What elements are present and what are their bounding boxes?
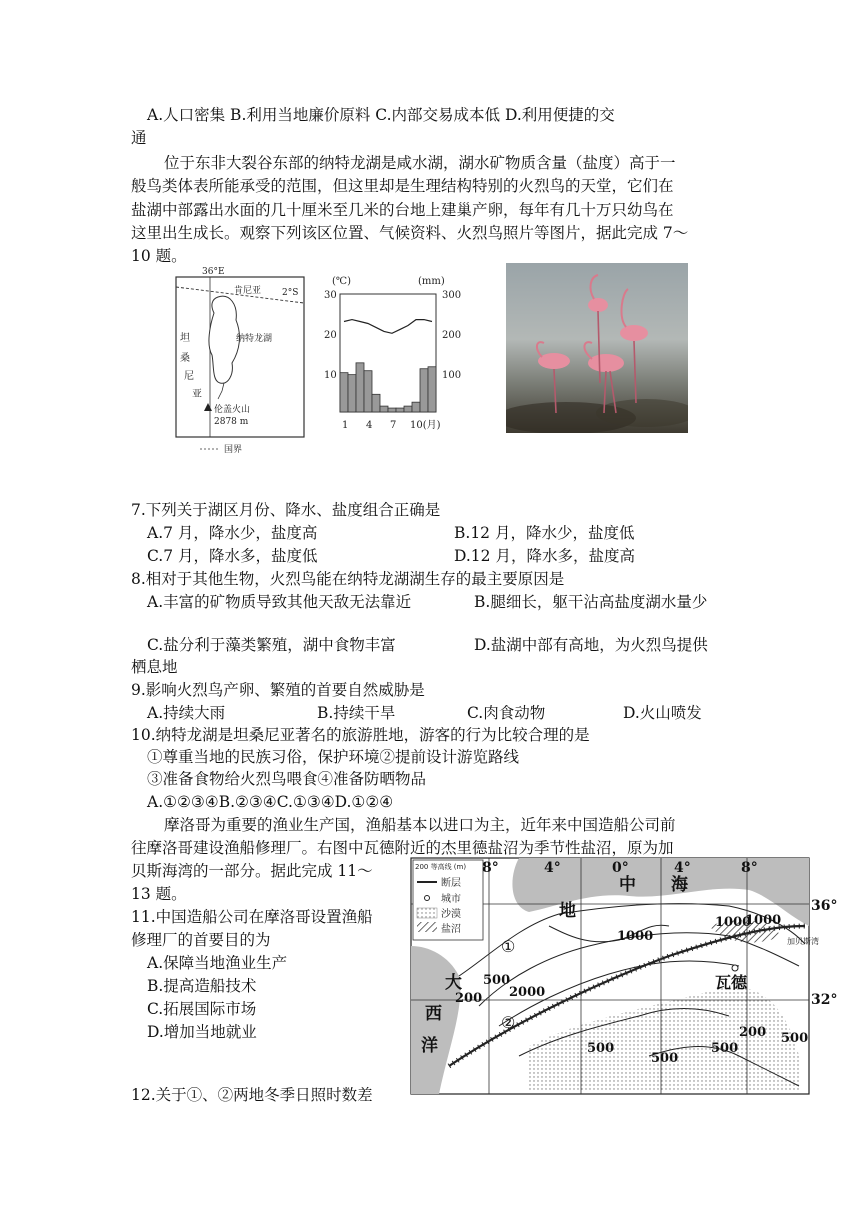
map2-lon-label: 8° xyxy=(482,860,499,876)
precip-bar xyxy=(420,369,428,412)
q11-option-b: B.提高造船技术 xyxy=(147,977,257,995)
q8-option-c: C.盐分利于藻类繁殖，湖中食物丰富 xyxy=(147,636,396,654)
map1-tanzania-char: 亚 xyxy=(192,389,202,400)
q9-option-c: C.肉食动物 xyxy=(467,704,546,722)
map1-tanzania-char: 桑 xyxy=(180,353,190,364)
map1-lake-label: 纳特龙湖 xyxy=(236,334,273,344)
city-icon xyxy=(732,965,738,971)
map2-legend-fault: 断层 xyxy=(441,878,461,889)
precip-bar xyxy=(364,371,372,412)
map1-volcano-label: 伦盖火山 xyxy=(214,405,251,415)
passage-line: 盐湖中部露出水面的几十厘米至几米的台地上建巢产卵，每年有几十万只幼鸟在 xyxy=(131,201,674,219)
q9-option-b: B.持续干旱 xyxy=(317,704,396,722)
climate-temp-tick: 10 xyxy=(324,370,337,381)
contour-label: 500 xyxy=(483,973,511,988)
q9-option-a: A.持续大雨 xyxy=(147,704,226,722)
flamingo-illustration xyxy=(506,263,688,433)
contour-label: 500 xyxy=(781,1031,809,1046)
map2-legend-desert: 沙漠 xyxy=(441,909,461,920)
map2-lon-label: 0° xyxy=(612,860,629,876)
precip-bar xyxy=(348,375,356,412)
map2-site-2: ② xyxy=(501,1013,516,1032)
map2-site-1: ① xyxy=(501,937,516,956)
q6-options-wrap: 通 xyxy=(131,129,147,147)
precip-bar xyxy=(428,367,436,412)
contour-label: 2000 xyxy=(509,985,546,1000)
passage2-line: 摩洛哥为重要的渔业生产国，渔船基本以进口为主，近年来中国造船公司前 xyxy=(164,816,676,834)
q8-option-b: B.腿细长，躯干沾高盐度湖水量少 xyxy=(474,593,708,611)
map2-bay-label: 加贝斯湾 xyxy=(787,937,819,946)
passage-line: 般鸟类体表所能承受的范围，但这里却是生理结构特别的火烈鸟的天堂，它们在 xyxy=(131,177,674,195)
passage-line: 10 题。 xyxy=(131,247,187,265)
climate-temp-tick: 30 xyxy=(324,290,337,301)
map2-label-zhong: 中 xyxy=(619,875,636,895)
contour-label: 1000 xyxy=(715,915,752,930)
map2-lon-label: 4° xyxy=(544,860,561,876)
q7-option-c: C.7 月，降水多，盐度低 xyxy=(147,547,318,565)
contour-label: 200 xyxy=(455,991,483,1006)
map2-legend-saltmarsh: 盐沼 xyxy=(441,924,461,935)
q9-option-d: D.火山喷发 xyxy=(623,704,702,722)
contour-label: 200 xyxy=(739,1025,767,1040)
map2-label-di: 地 xyxy=(559,901,576,921)
climate-month-tick: 4 xyxy=(366,420,373,431)
climate-chart xyxy=(318,268,478,436)
precip-bar xyxy=(396,408,404,412)
map2-lat-label: 36° xyxy=(811,898,838,914)
q10-statement: ③准备食物给火烈鸟喂食④准备防晒物品 xyxy=(147,770,427,788)
q10-statement: ①尊重当地的民族习俗，保护环境②提前设计游览路线 xyxy=(147,748,520,766)
q6-options-line: A.人口密集 B.利用当地廉价原料 C.内部交易成本低 D.利用便捷的交 xyxy=(147,106,615,124)
q8-option-d: D.盐湖中部有高地，为火烈鸟提供 xyxy=(474,636,708,654)
map2-label-xi: 西 xyxy=(425,1004,442,1024)
precip-bar xyxy=(340,373,348,412)
question-10: 10.纳特龙湖是坦桑尼亚著名的旅游胜地，游客的行为比较合理的是 xyxy=(131,726,590,744)
q11-option-d: D.增加当地就业 xyxy=(147,1023,257,1041)
q7-option-b: B.12 月，降水少，盐度低 xyxy=(454,524,635,542)
q10-options: A.①②③④B.②③④C.①③④D.①②④ xyxy=(147,793,394,811)
question-7: 7.下列关于湖区月份、降水、盐度组合正确是 xyxy=(131,501,441,519)
question-11: 11.中国造船公司在摩洛哥设置渔船 xyxy=(131,908,373,926)
q8-option-d-wrap: 栖息地 xyxy=(131,658,178,676)
map1-legend-border: 国界 xyxy=(224,445,243,455)
question-11-wrap: 修理厂的首要目的为 xyxy=(131,931,271,949)
climate-precip-tick: 200 xyxy=(442,330,462,341)
climate-precip-tick: 300 xyxy=(442,290,462,301)
climate-temp-unit: (℃) xyxy=(332,276,351,287)
map1-tanzania-char: 尼 xyxy=(184,371,194,382)
q11-option-c: C.拓展国际市场 xyxy=(147,1000,257,1018)
precip-bar xyxy=(404,406,412,412)
q11-option-a: A.保障当地渔业生产 xyxy=(147,954,288,972)
map2-lon-label: 4° xyxy=(674,860,691,876)
contour-label: 1000 xyxy=(745,913,782,928)
contour-label: 500 xyxy=(711,1041,739,1056)
question-9: 9.影响火烈鸟产卵、繁殖的首要自然威胁是 xyxy=(131,681,425,699)
climate-temp-tick: 20 xyxy=(324,330,337,341)
precip-bar xyxy=(412,402,420,412)
precip-bar xyxy=(388,408,396,412)
map2-city-label: 瓦德 xyxy=(715,973,748,992)
climate-month-tick: 1 xyxy=(342,420,349,431)
question-8: 8.相对于其他生物，火烈鸟能在纳特龙湖湖生存的最主要原因是 xyxy=(131,570,565,588)
climate-month-tick: 7 xyxy=(390,420,397,431)
question-12: 12.关于①、②两地冬季日照时数差 xyxy=(131,1086,373,1104)
passage-line: 位于东非大裂谷东部的纳特龙湖是咸水湖，湖水矿物质含量（盐度）高于一 xyxy=(164,154,676,172)
passage2-line: 13 题。 xyxy=(131,885,187,903)
contour-label: 1000 xyxy=(617,929,654,944)
contour-label: 500 xyxy=(587,1041,615,1056)
map2-legend-city: 城市 xyxy=(441,894,461,905)
lake-location-map xyxy=(170,265,310,460)
flamingo-photo xyxy=(506,263,688,433)
precip-bar xyxy=(372,394,380,412)
map1-kenya-label: 肯尼亚 xyxy=(234,286,262,296)
climate-precip-unit: (mm) xyxy=(418,276,445,287)
morocco-topo-map xyxy=(409,856,838,1100)
map1-tanzania-char: 坦 xyxy=(180,333,190,344)
map2-lat-label: 32° xyxy=(811,992,838,1008)
passage-line: 这里出生成长。观察下列该区位置、气候资料、火烈鸟照片等图片，据此完成 7～ xyxy=(131,224,689,242)
map2-label-hai: 海 xyxy=(671,875,688,895)
temperature-line xyxy=(344,320,432,334)
map2-lon-label: 8° xyxy=(741,860,758,876)
map2-label-da: 大 xyxy=(445,973,462,993)
map2-legend-title: 200 等高线 (m) xyxy=(415,863,467,871)
map1-lat-label: 2°S xyxy=(282,288,299,298)
passage2-line: 贝斯海湾的一部分。据此完成 11～ xyxy=(131,862,373,880)
precip-bar xyxy=(356,363,364,412)
map2-label-yang: 洋 xyxy=(421,1036,438,1056)
map1-elevation-label: 2878 m xyxy=(214,417,249,427)
map1-lon-label: 36°E xyxy=(202,267,225,277)
precip-bar xyxy=(380,406,388,412)
climate-month-tick: 10(月) xyxy=(410,420,441,431)
q8-option-a: A.丰富的矿物质导致其他天敌无法靠近 xyxy=(147,593,412,611)
q7-option-a: A.7 月，降水少，盐度高 xyxy=(147,524,318,542)
q7-option-d: D.12 月，降水多，盐度高 xyxy=(454,547,635,565)
contour-label: 500 xyxy=(651,1051,679,1066)
passage2-line: 往摩洛哥建设渔船修理厂。右图中瓦德附近的杰里德盐沼为季节性盐沼，原为加 xyxy=(131,839,674,857)
climate-precip-tick: 100 xyxy=(442,370,462,381)
